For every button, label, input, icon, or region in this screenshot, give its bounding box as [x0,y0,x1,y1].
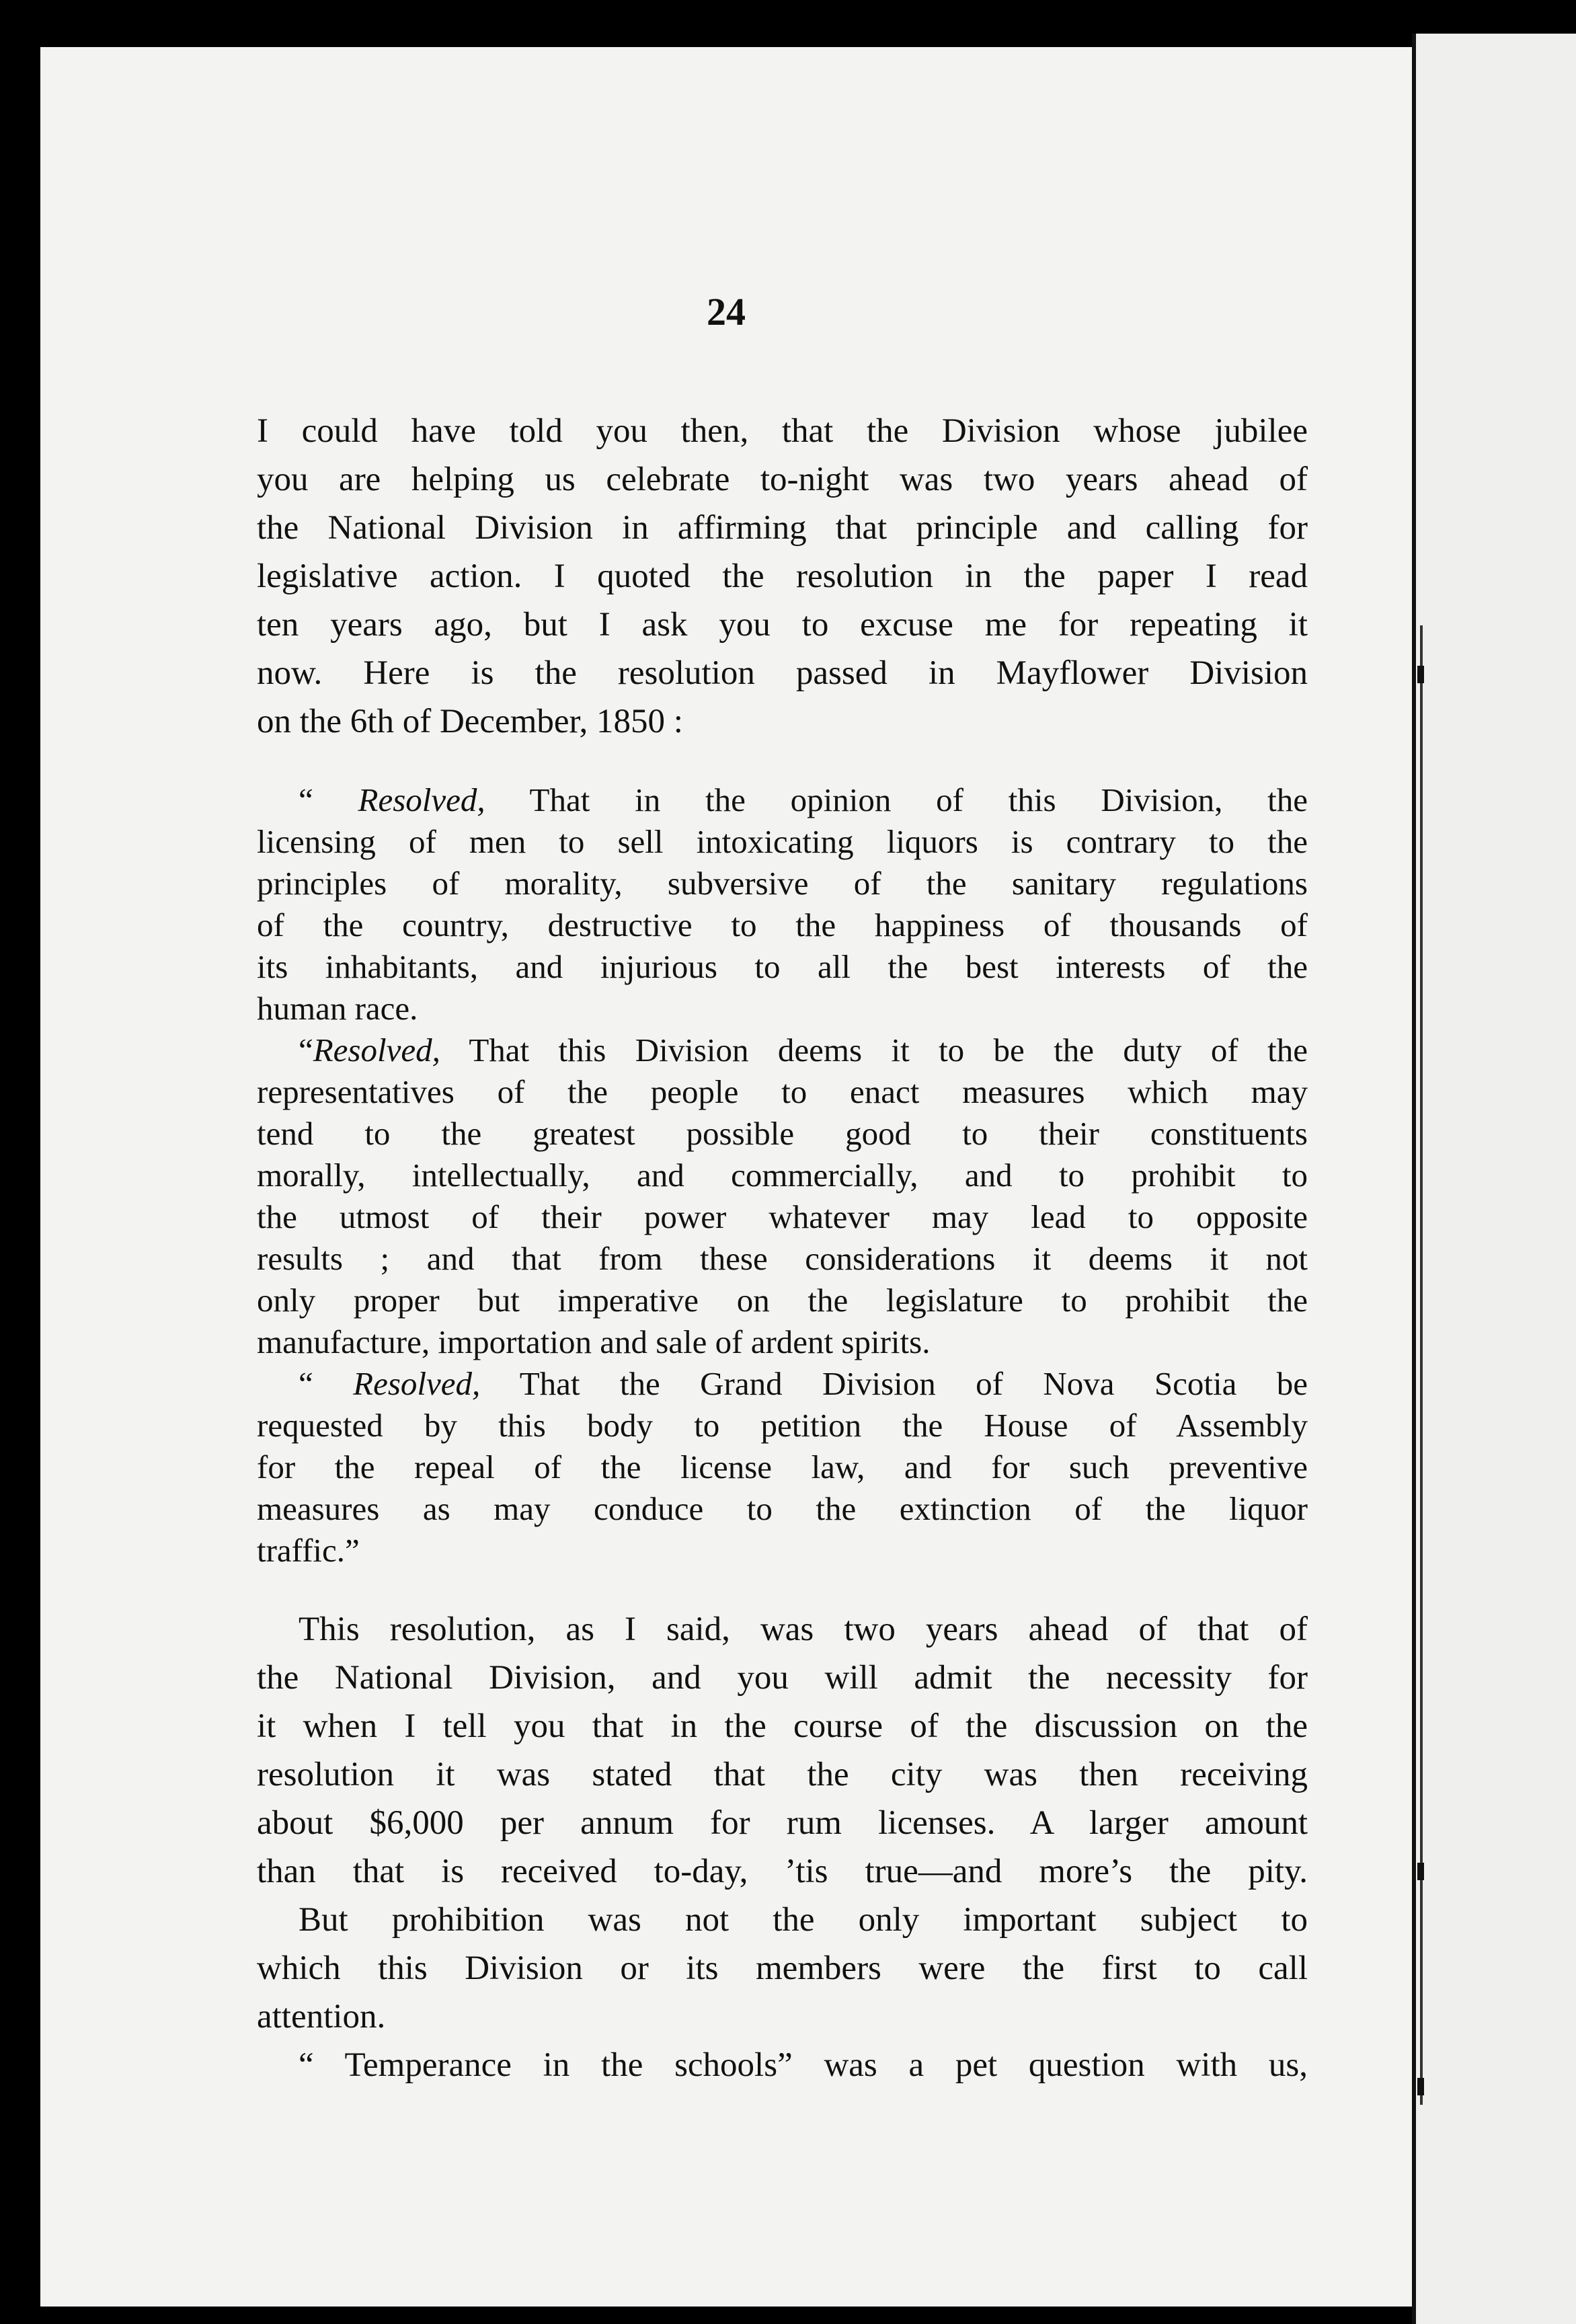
page-body [257,407,1308,2089]
text-line: about $6,000 per annum for rum licenses. A larger amount [257,1804,1308,1842]
resolved-label: Resolved, [358,781,485,818]
resolved-label: Resolved, [353,1365,481,1402]
text-line: licensing of men to sell intoxicating liquors is contrary to the [257,823,1308,860]
text-line: measures as may conduce to the extinction of the liquor [257,1490,1308,1527]
edge-mark [1417,2078,1424,2095]
text-line: ten years ago, but I ask you to excuse me for repeating it [257,606,1308,644]
text-line: resolution it was stated that the city was then receiving [257,1756,1308,1793]
text-line: on the 6th of December, 1850 : [257,703,683,740]
text-line: attention. [257,1998,386,2036]
text-line: it when I tell you that in the course of the discussion on the [257,1707,1308,1745]
paragraph-1 [257,407,1308,746]
page-number: 24 [707,290,746,334]
text-fragment: That the Grand Division of Nova Scotia be [519,1365,1308,1402]
paragraph-2 [257,1605,1308,1896]
text-line: requested by this body to petition the House of Assembly [257,1407,1308,1444]
text-line: only proper but imperative on the legislature to prohibit the [257,1282,1308,1319]
text-line: But prohibition was not the only important subject to [299,1901,1308,1939]
resolution-3 [257,1363,1308,1572]
text-fragment: That this Division deems it to be the duty of the [469,1032,1308,1069]
text-line: manufacture, importation and sale of ardent spirits. [257,1323,931,1360]
text-line: I could have told you then, that the Division whose jubilee [257,412,1308,450]
text-line [257,1363,1308,1405]
resolution-2 [257,1030,1308,1363]
edge-mark [1417,666,1424,683]
resolved-label: Resolved, [313,1032,440,1069]
text-line: its inhabitants, and injurious to all the best interests of the [257,948,1308,985]
text-line: the utmost of their power whatever may lead to opposite [257,1198,1308,1235]
text-line: the National Division, and you will admit the necessity for [257,1659,1308,1697]
adjacent-page-edge [1412,34,1576,2324]
resolution-1 [257,779,1308,1030]
text-line: tend to the greatest possible good to their constituents [257,1115,1308,1152]
text-fragment: That in the opinion of this Division, the [529,781,1308,818]
page-edge-line [1420,625,1423,2105]
text-line: for the repeal of the license law, and for such preventive [257,1448,1308,1485]
text-line: traffic.” [257,1532,360,1569]
open-quote: “ [299,1032,313,1069]
text-line: principles of morality, subversive of the sanitary regulations [257,865,1308,902]
paragraph-3 [257,1896,1308,2041]
text-line: than that is received to-day, ’tis true—and more’s the pity. [257,1853,1308,1890]
book-page [40,47,1412,2307]
text-line: results ; and that from these considerations it deems it not [257,1240,1308,1277]
text-line: This resolution, as I said, was two years ahead of that of [299,1611,1308,1648]
text-line: which this Division or its members were the first to call [257,1949,1308,1987]
paragraph-4 [257,2041,1308,2089]
text-line: the National Division in affirming that principle and calling for [257,509,1308,547]
open-quote: “ [299,1365,313,1402]
text-line: of the country, destructive to the happiness of thousands of [257,906,1308,943]
text-line: human race. [257,990,418,1027]
text-line: representatives of the people to enact measures which may [257,1073,1308,1110]
edge-mark [1417,1863,1424,1880]
text-line: you are helping us celebrate to-night was two years ahead of [257,461,1308,498]
text-line: legislative action. I quoted the resolution in the paper I read [257,557,1308,595]
text-line [257,1030,1308,1071]
text-line: now. Here is the resolution passed in Mayflower Division [257,654,1308,692]
text-line: “ Temperance in the schools” was a pet question with us, [299,2046,1308,2084]
text-line [257,779,1308,821]
text-line: morally, intellectually, and commercially, and to prohibit to [257,1157,1308,1194]
open-quote: “ [299,781,313,818]
